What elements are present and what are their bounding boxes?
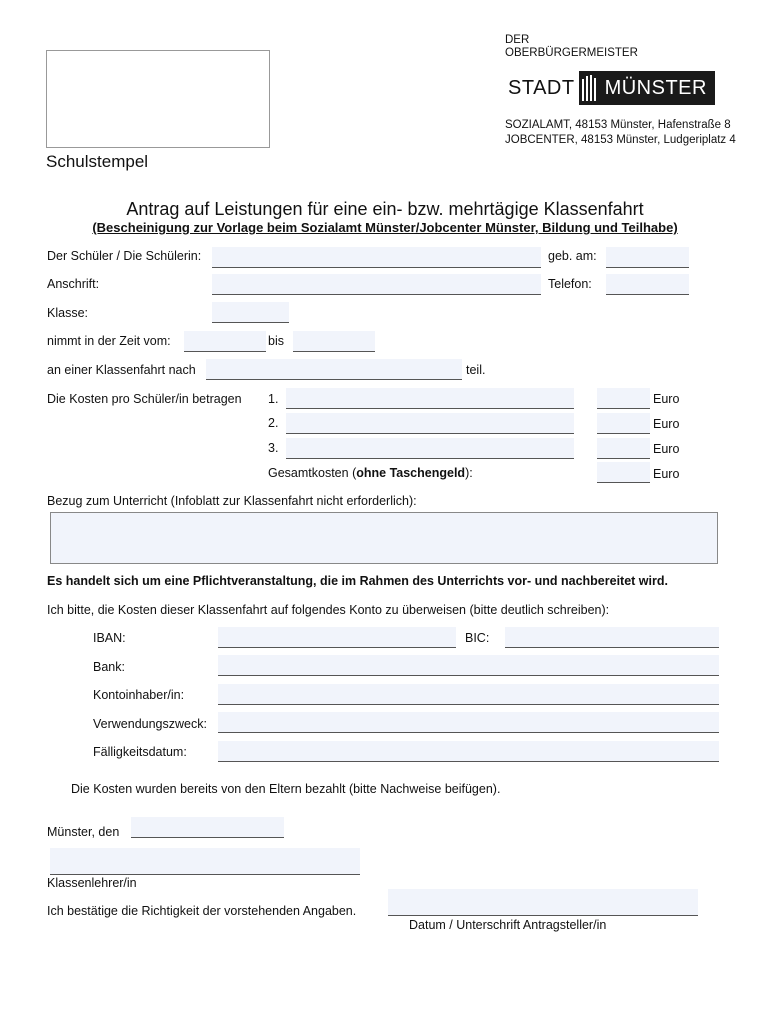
cost-3-label: 3.: [268, 441, 279, 455]
class-field[interactable]: [212, 302, 289, 323]
header-der: DER: [505, 34, 530, 46]
logo-muenster-text: MÜNSTER: [601, 71, 715, 105]
bic-field[interactable]: [505, 627, 719, 648]
total-prefix: Gesamtkosten (: [268, 466, 357, 480]
period-from-label: nimmt in der Zeit vom:: [47, 334, 171, 348]
period-from-field[interactable]: [184, 331, 266, 352]
address-label: Anschrift:: [47, 277, 100, 291]
teacher-label: Klassenlehrer/in: [47, 876, 137, 890]
purpose-label: Verwendungszweck:: [93, 717, 207, 731]
mandatory-statement: Es handelt sich um eine Pflichtveranstaltung, die im Rahmen des Unterrichts vor- und nachbereitet wird.: [47, 574, 668, 588]
header-oberbuergermeister: OBERBÜRGERMEISTER: [505, 47, 638, 59]
trip-suffix-label: teil.: [466, 363, 486, 377]
due-date-label: Fälligkeitsdatum:: [93, 745, 187, 759]
cost-2-euro-label: Euro: [653, 417, 680, 431]
cost-3-euro-label: Euro: [653, 442, 680, 456]
period-to-label: bis: [268, 334, 284, 348]
cost-3-description-field[interactable]: [286, 438, 574, 459]
birth-date-field[interactable]: [606, 247, 689, 268]
cost-1-euro-label: Euro: [653, 392, 680, 406]
student-name-field[interactable]: [212, 247, 541, 268]
place-date-label: Münster, den: [47, 825, 120, 839]
purpose-field[interactable]: [218, 712, 719, 733]
address-field[interactable]: [212, 274, 541, 295]
city-logo: [505, 71, 715, 105]
trip-to-label: an einer Klassenfahrt nach: [47, 363, 196, 377]
bic-label: BIC:: [465, 631, 490, 645]
address-sozialamt: SOZIALAMT, 48153 Münster, Hafenstraße 8: [505, 119, 731, 131]
bank-field[interactable]: [218, 655, 719, 676]
student-label: Der Schüler / Die Schülerin:: [47, 249, 202, 263]
transfer-label: Ich bitte, die Kosten dieser Klassenfahrt auf folgendes Konto zu überweisen (bitte deutlich schreiben):: [47, 603, 610, 617]
cost-1-amount-field[interactable]: [597, 388, 650, 409]
signature-label: Datum / Unterschrift Antragsteller/in: [409, 918, 607, 932]
paid-by-parents-label: Die Kosten wurden bereits von den Eltern bezahlt (bitte Nachweise beifügen).: [71, 782, 501, 796]
relation-textarea[interactable]: [50, 512, 718, 564]
phone-field[interactable]: [606, 274, 689, 295]
organ-pipes-icon: [579, 71, 601, 105]
iban-field[interactable]: [218, 627, 456, 648]
cost-1-label: 1.: [268, 392, 279, 406]
form-title: Antrag auf Leistungen für eine ein- bzw. mehrtägige Klassenfahrt: [126, 199, 644, 219]
logo-stadt-text: STADT: [505, 71, 579, 105]
total-suffix: ):: [465, 466, 473, 480]
teacher-signature-field[interactable]: [50, 848, 360, 875]
total-amount-field[interactable]: [597, 462, 650, 483]
birth-label: geb. am:: [548, 249, 597, 263]
cost-1-description-field[interactable]: [286, 388, 574, 409]
school-stamp-box: [46, 50, 270, 148]
iban-label: IBAN:: [93, 631, 126, 645]
relation-label: Bezug zum Unterricht (Infoblatt zur Klassenfahrt nicht erforderlich):: [47, 494, 417, 508]
cost-2-label: 2.: [268, 416, 279, 430]
phone-label: Telefon:: [548, 277, 592, 291]
stamp-label: Schulstempel: [46, 152, 149, 171]
cost-2-amount-field[interactable]: [597, 413, 650, 434]
place-date-field[interactable]: [131, 817, 284, 838]
total-costs-label: [268, 466, 473, 480]
class-label: Klasse:: [47, 306, 88, 320]
holder-label: Kontoinhaber/in:: [93, 688, 185, 702]
period-to-field[interactable]: [293, 331, 375, 352]
applicant-signature-field[interactable]: [388, 889, 698, 916]
holder-field[interactable]: [218, 684, 719, 705]
cost-3-amount-field[interactable]: [597, 438, 650, 459]
bank-label: Bank:: [93, 660, 125, 674]
cost-2-description-field[interactable]: [286, 413, 574, 434]
costs-label: Die Kosten pro Schüler/in betragen: [47, 392, 242, 406]
trip-destination-field[interactable]: [206, 359, 462, 380]
address-jobcenter: JOBCENTER, 48153 Münster, Ludgeriplatz 4: [505, 134, 736, 146]
form-subtitle: (Bescheinigung zur Vorlage beim Sozialamt Münster/Jobcenter Münster, Bildung und Teilhabe): [92, 220, 678, 235]
due-date-field[interactable]: [218, 741, 719, 762]
total-bold: ohne Taschengeld: [356, 466, 466, 480]
total-euro-label: Euro: [653, 467, 680, 481]
confirm-label: Ich bestätige die Richtigkeit der vorstehenden Angaben.: [47, 904, 357, 918]
